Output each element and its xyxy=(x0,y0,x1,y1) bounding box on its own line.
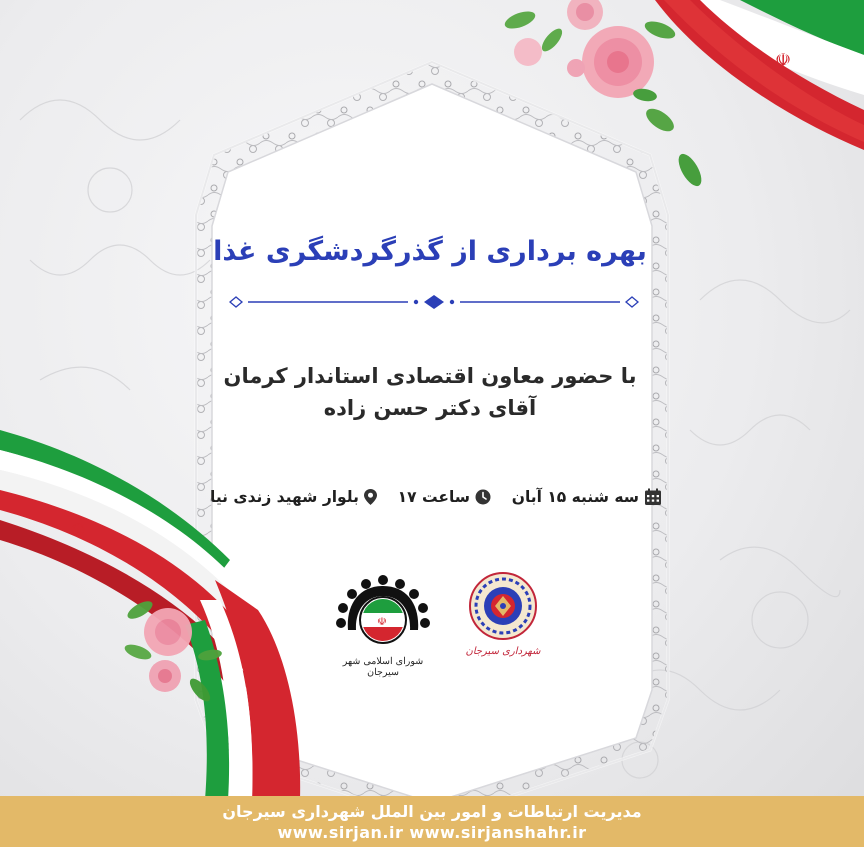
council-caption: شورای اسلامی شهر سیرجان xyxy=(342,656,424,678)
svg-text:☫: ☫ xyxy=(70,520,87,541)
calendar-icon xyxy=(644,488,662,506)
clock-icon xyxy=(475,489,491,505)
event-date-text: سه شنبه ۱۵ آبان xyxy=(511,488,639,506)
title-divider xyxy=(228,292,640,312)
event-date xyxy=(512,488,662,506)
location-pin-icon xyxy=(364,489,377,505)
svg-text:☫: ☫ xyxy=(775,50,792,71)
event-time-text: ساعت ۱۷ xyxy=(397,488,471,506)
event-time xyxy=(398,488,491,506)
footer-websites: www.sirjan.ir www.sirjanshahr.ir xyxy=(277,823,587,842)
municipality-emblem xyxy=(458,570,548,644)
event-title: بهره برداری از گذرگردشگری غذا xyxy=(213,236,647,267)
event-info-row xyxy=(210,488,662,506)
footer-bar xyxy=(0,796,864,847)
event-subtitle-guest-name: آقای دکتر حسن زاده xyxy=(323,396,537,420)
flag-top-right xyxy=(655,0,864,150)
council-emblem xyxy=(328,572,438,656)
footer-department: مدیریت ارتباطات و امور بین الملل شهرداری سیرجان xyxy=(222,802,642,821)
municipality-caption: شهرداری سیرجان xyxy=(465,646,541,657)
city-council-logo xyxy=(328,572,438,684)
event-location xyxy=(210,488,377,506)
municipality-logo xyxy=(458,570,548,678)
event-location-text: بلوار شهید زندی نیا xyxy=(210,488,359,506)
event-subtitle-guest-role: با حضور معاون اقتصادی استاندار کرمان xyxy=(223,364,637,388)
svg-text:☫: ☫ xyxy=(377,615,387,628)
